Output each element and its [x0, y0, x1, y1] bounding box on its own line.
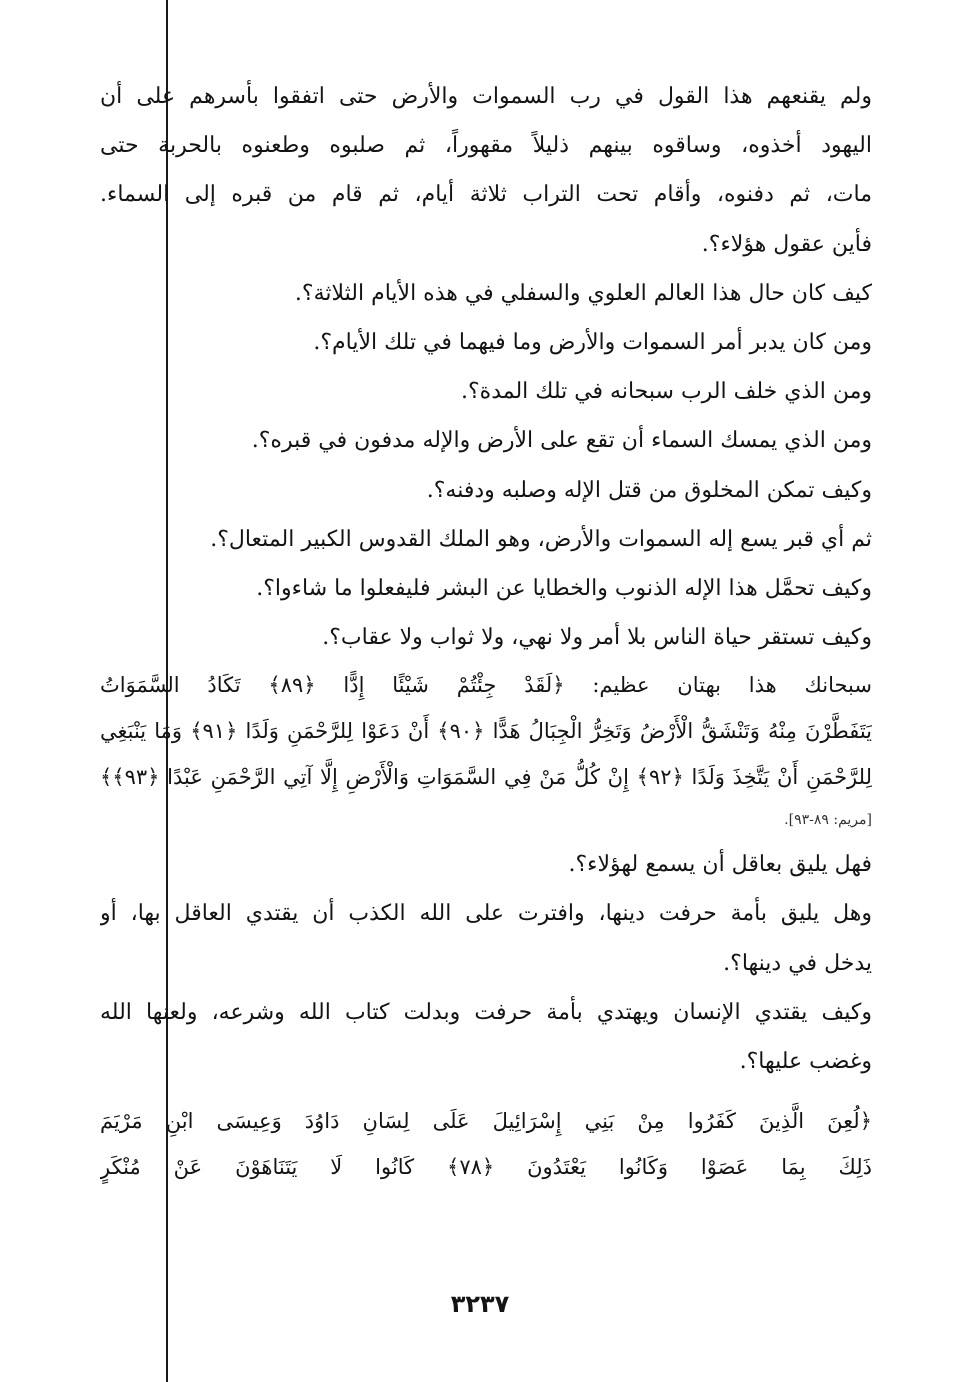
paragraph-gap	[100, 1086, 872, 1098]
text-line: ومن الذي يمسك السماء أن تقع على الأرض والإله مدفون في قبره؟.	[251, 428, 872, 454]
quran-verse-line: لِلرَّحْمَنِ أَنْ يَتَّخِذَ وَلَدًا ﴿٩٢﴾ إِنْ كُلُّ مَنْ فِي السَّمَوَاتِ وَالْأَرْضِ إِلَّا آتِي الرَّحْمَنِ عَبْدًا ﴿٩٣﴾﴾	[100, 765, 872, 790]
text-line: ومن الذي خلف الرب سبحانه في تلك المدة؟.	[461, 379, 872, 405]
text-line: وكيف يقتدي الإنسان ويهتدي بأمة حرفت وبدلت كتاب الله وشرعه، ولعنها الله	[100, 999, 872, 1025]
text-line: وكيف تحمَّل هذا الإله الذنوب والخطايا عن البشر فليفعلوا ما شاءوا؟.	[256, 575, 872, 601]
text-line: وهل يليق بأمة حرفت دينها، وافترت على الله الكذب أن يقتدي العاقل بها، أو	[100, 901, 872, 927]
text-line: وكيف تمكن المخلوق من قتل الإله وصلبه ودفنه؟.	[426, 477, 872, 503]
text-line: ثم أي قبر يسع إله السموات والأرض، وهو الملك القدوس الكبير المتعال؟.	[210, 526, 872, 552]
quran-verse-line: ذَلِكَ بِمَا عَصَوْا وَكَانُوا يَعْتَدُونَ ﴿٧٨﴾ كَانُوا لَا يَتَنَاهَوْنَ عَنْ مُنْكَرٍ	[100, 1155, 872, 1180]
text-line: وغضب عليها؟.	[739, 1049, 872, 1074]
page-body-text	[100, 72, 872, 1190]
quran-verse-line: يَتَفَطَّرْنَ مِنْهُ وَتَنْشَقُّ الْأَرْضُ وَتَخِرُّ الْجِبَالُ هَدًّا ﴿٩٠﴾ أَنْ دَعَوْا لِلرَّحْمَنِ وَلَدًا ﴿٩١﴾ وَمَا يَنْبَغِي	[100, 719, 872, 744]
text-line: ولم يقنعهم هذا القول في رب السموات والأرض حتى اتفقوا بأسرهم على أن	[100, 84, 872, 109]
text-line: فهل يليق بعاقل أن يسمع لهؤلاء؟.	[568, 852, 872, 878]
text-line: فأين عقول هؤلاء؟.	[701, 231, 872, 257]
page-number: ٣٢٣٧	[450, 1290, 510, 1318]
verse-citation: [مريم: ٨٩-٩٣].	[784, 812, 872, 829]
text-line: وكيف تستقر حياة الناس بلا أمر ولا نهي، ولا ثواب ولا عقاب؟.	[322, 625, 872, 651]
text-line: ومن كان يدبر أمر السموات والأرض وما فيهما في تلك الأيام؟.	[313, 329, 872, 355]
text-line: اليهود أخذوه، وساقوه بينهم ذليلاً مقهوراً، ثم صلبوه وطعنوه بالحربة حتى	[100, 133, 872, 159]
quran-verse-line: سبحانك هذا بهتان عظيم: ﴿لَقَدْ جِئْتُمْ شَيْئًا إِدًّا ﴿٨٩﴾ تَكَادُ السَّمَوَاتُ	[100, 673, 872, 698]
text-line: يدخل في دينها؟.	[723, 950, 872, 976]
text-line: مات، ثم دفنوه، وأقام تحت التراب ثلاثة أيام، ثم قام من قبره إلى السماء.	[100, 182, 872, 208]
quran-verse-line: ﴿لُعِنَ الَّذِينَ كَفَرُوا مِنْ بَنِي إِسْرَائِيلَ عَلَى لِسَانِ دَاوُدَ وَعِيسَى ابْنِ مَرْيَمَ	[100, 1109, 872, 1134]
text-line: كيف كان حال هذا العالم العلوي والسفلي في هذه الأيام الثلاثة؟.	[294, 280, 872, 306]
